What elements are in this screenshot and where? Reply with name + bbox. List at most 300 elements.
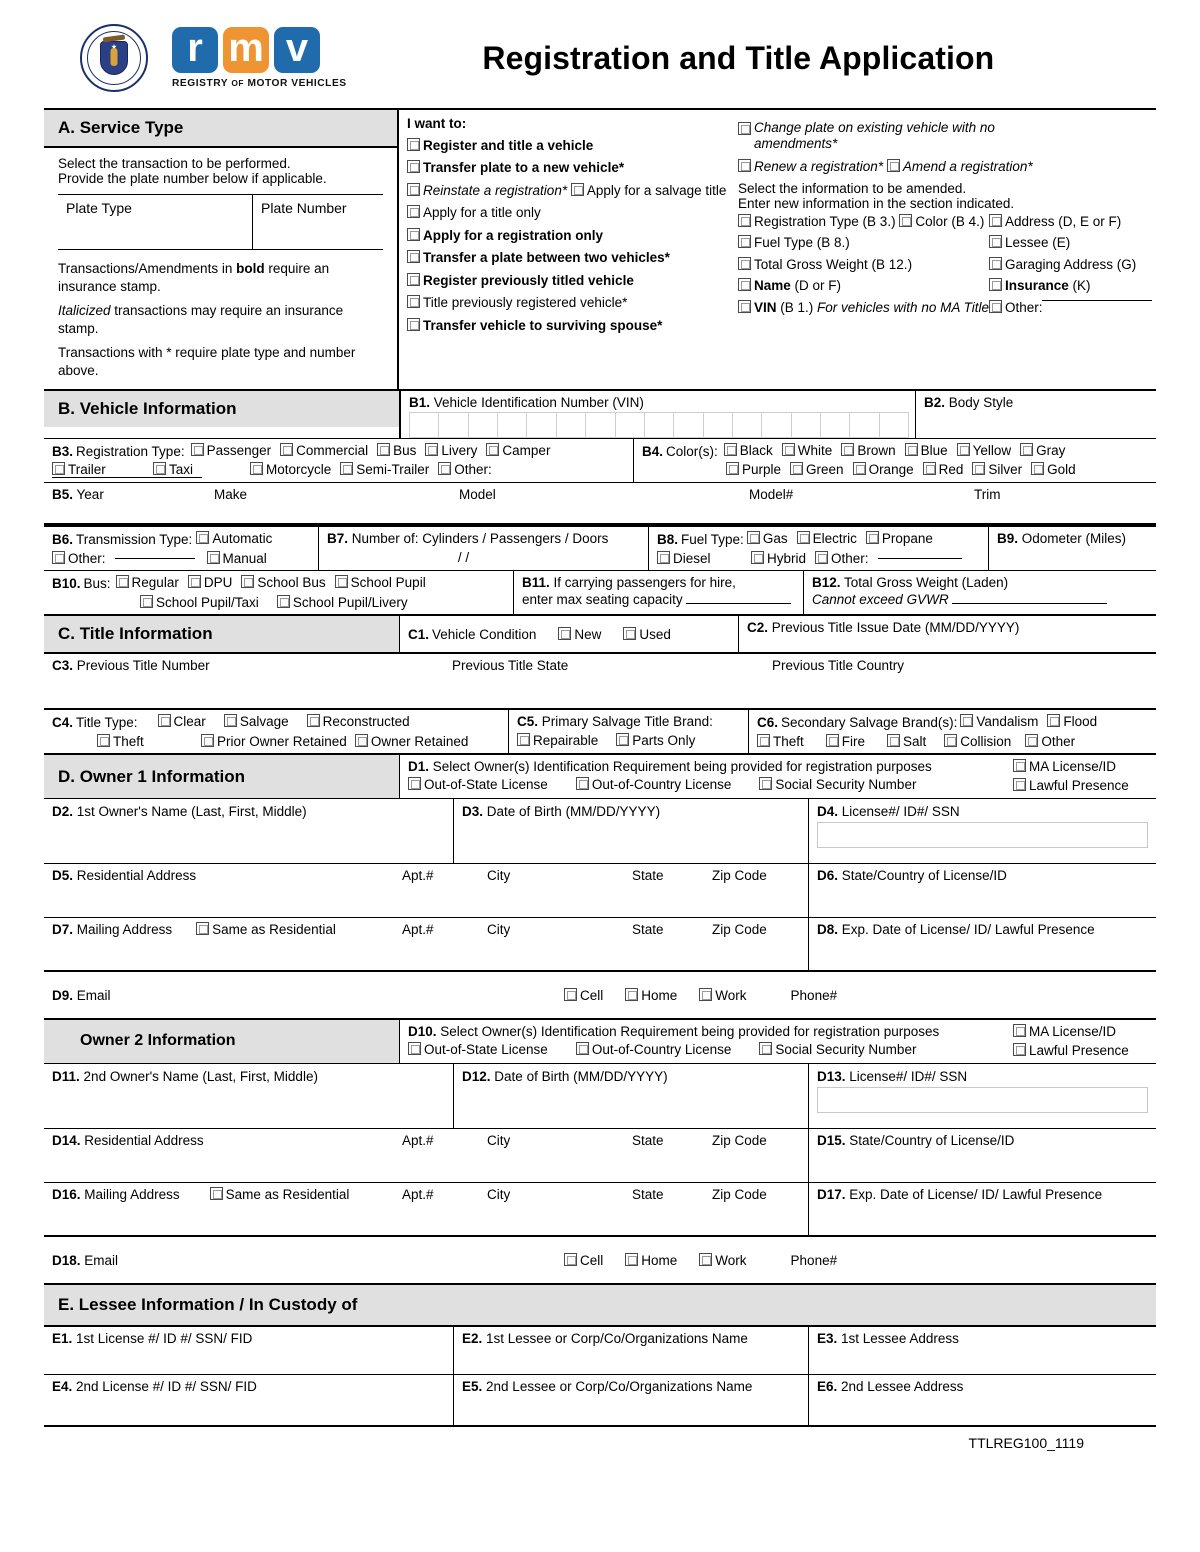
checkbox-secondary-flood[interactable]: [1047, 714, 1097, 730]
d14-zip[interactable]: Zip Code: [704, 1129, 809, 1182]
plate-table: [58, 194, 383, 250]
checkbox-label: Livery: [441, 443, 478, 459]
d1-label: D1.: [408, 759, 430, 775]
d14-apt[interactable]: Apt.#: [402, 1133, 434, 1149]
checkbox-icon[interactable]: [224, 714, 237, 727]
checkbox-bus-regular[interactable]: [116, 575, 179, 591]
checkbox-icon[interactable]: [841, 443, 854, 456]
d9-email[interactable]: [44, 984, 564, 1007]
checkbox-label: Transfer a plate between two vehicles*: [423, 250, 670, 266]
d14-state[interactable]: State: [632, 1133, 664, 1149]
checkbox-label: Out-of-State License: [424, 777, 548, 793]
checkbox-bus-school-pupil[interactable]: [335, 575, 426, 591]
checkbox-icon[interactable]: [1020, 443, 1033, 456]
checkbox-label: Amend a registration*: [902, 159, 1033, 175]
e1-text: 1st License #/ ID #/ SSN/ FID: [76, 1331, 253, 1347]
checkbox-bus-dpu[interactable]: [188, 575, 233, 591]
checkbox-icon[interactable]: [957, 443, 970, 456]
checkbox-d9-home[interactable]: [625, 988, 677, 1004]
checkbox-fuel-diesel[interactable]: [657, 551, 742, 567]
checkbox-color-silver[interactable]: [972, 462, 1022, 478]
checkbox-icon[interactable]: [853, 462, 866, 475]
checkbox-fuel-other[interactable]: [815, 551, 869, 567]
checkbox-icon[interactable]: [407, 295, 420, 308]
checkbox-icon[interactable]: [887, 159, 900, 172]
checkbox-icon[interactable]: [153, 462, 166, 475]
d7-zip[interactable]: Zip Code: [704, 918, 809, 970]
checkbox-icon[interactable]: [377, 443, 390, 456]
checkbox-icon[interactable]: [438, 462, 451, 475]
checkbox-register-and-title[interactable]: [407, 138, 593, 154]
checkbox-d9-cell[interactable]: [564, 988, 603, 1004]
checkbox-icon[interactable]: [1013, 1024, 1026, 1037]
checkbox-secondary-theft[interactable]: [757, 734, 804, 750]
e5-second-lessee-name[interactable]: [454, 1375, 809, 1425]
b5-vehicle-basics[interactable]: [44, 483, 1156, 525]
checkbox-icon[interactable]: [210, 1187, 223, 1200]
d15-state-country-license[interactable]: [809, 1129, 1156, 1182]
i-want-to-list: [407, 116, 732, 383]
checkbox-icon[interactable]: [355, 734, 368, 747]
checkbox-icon[interactable]: [564, 988, 577, 1001]
checkbox-icon[interactable]: [140, 595, 153, 608]
d5-zip[interactable]: Zip Code: [704, 864, 809, 917]
checkbox-reg-motorcycle[interactable]: [250, 462, 331, 478]
checkbox-icon[interactable]: [738, 300, 751, 313]
d12-date-of-birth[interactable]: [454, 1064, 809, 1128]
d13-license-id-ssn[interactable]: [809, 1064, 1156, 1128]
d6-state-country-license[interactable]: [809, 864, 1156, 917]
checkbox-d16-same-as-residential[interactable]: [210, 1187, 350, 1203]
checkbox-icon[interactable]: [196, 922, 209, 935]
checkbox-d7-same-as-residential[interactable]: [196, 922, 336, 938]
plate-type-field[interactable]: [58, 195, 253, 249]
checkbox-icon[interactable]: [726, 462, 739, 475]
checkbox-label: Other:: [831, 550, 869, 566]
checkbox-icon[interactable]: [407, 138, 420, 151]
checkbox-reg-passenger[interactable]: [191, 443, 272, 459]
checkbox-label: Home: [641, 987, 678, 1003]
checkbox-amend-address[interactable]: [989, 214, 1121, 230]
b11-blank[interactable]: [686, 603, 791, 604]
checkbox-icon[interactable]: [201, 734, 214, 747]
b8-text: Fuel Type:: [681, 531, 744, 547]
checkbox-label: Trailer: [68, 461, 106, 477]
checkbox-icon[interactable]: [738, 278, 751, 291]
checkbox-reg-livery[interactable]: [425, 443, 477, 459]
checkbox-fuel-electric[interactable]: [797, 531, 857, 547]
vin-field[interactable]: [399, 391, 916, 438]
d16-city[interactable]: City: [487, 1187, 511, 1203]
checkbox-icon[interactable]: [280, 443, 293, 456]
checkbox-icon[interactable]: [407, 273, 420, 286]
checkbox-condition-used[interactable]: [623, 627, 671, 643]
checkbox-icon[interactable]: [826, 734, 839, 747]
checkbox-amend-lessee[interactable]: [989, 235, 1070, 251]
d13-input[interactable]: [817, 1087, 1148, 1113]
checkbox-icon[interactable]: [1013, 759, 1026, 772]
checkbox-icon[interactable]: [972, 462, 985, 475]
checkbox-reg-other[interactable]: [438, 462, 492, 478]
checkbox-label: Other:: [1004, 299, 1043, 315]
checkbox-fuel-propane[interactable]: [866, 531, 933, 547]
c4-label: C4.: [52, 714, 74, 730]
checkbox-transmission-automatic[interactable]: [196, 531, 272, 547]
checkbox-change-plate-existing-vehicle[interactable]: [738, 120, 1044, 151]
checkbox-amend-fuel-type[interactable]: [738, 235, 850, 251]
checkbox-apply-title-only[interactable]: [407, 205, 541, 221]
checkbox-label: Silver: [988, 461, 1023, 477]
body-style-field[interactable]: [916, 391, 1156, 438]
checkbox-icon[interactable]: [759, 1042, 772, 1055]
checkbox-icon[interactable]: [407, 183, 420, 196]
checkbox-icon[interactable]: [989, 278, 1002, 291]
checkbox-title-clear[interactable]: [158, 714, 206, 730]
checkbox-d1-ma-license-id[interactable]: [1013, 759, 1116, 775]
checkbox-icon[interactable]: [407, 250, 420, 263]
checkbox-icon[interactable]: [797, 531, 810, 544]
b7-cylinders-passengers-doors[interactable]: [319, 527, 649, 570]
b10-bus-type: [44, 571, 514, 614]
checkbox-icon[interactable]: [564, 1253, 577, 1266]
checkbox-icon[interactable]: [815, 551, 828, 564]
checkbox-label: Camper: [502, 443, 551, 459]
checkbox-d10-out-of-state-license[interactable]: [408, 1042, 548, 1058]
e3-first-lessee-address[interactable]: [809, 1327, 1156, 1374]
b8-fuel-type: [649, 527, 989, 570]
checkbox-label: Electric: [812, 531, 857, 547]
checkbox-reg-camper[interactable]: [486, 443, 550, 459]
d14-city[interactable]: City: [487, 1133, 511, 1149]
checkbox-icon[interactable]: [571, 183, 584, 196]
checkbox-secondary-other[interactable]: [1025, 734, 1075, 750]
checkbox-icon[interactable]: [738, 159, 751, 172]
checkbox-icon[interactable]: [699, 1253, 712, 1266]
d7-mailing-address[interactable]: [44, 918, 394, 970]
checkbox-color-green[interactable]: [790, 462, 844, 478]
checkbox-icon[interactable]: [486, 443, 499, 456]
checkbox-icon[interactable]: [1031, 462, 1044, 475]
b3-text: Registration Type:: [76, 443, 185, 459]
b12-total-gross-weight[interactable]: [804, 571, 1156, 614]
checkbox-icon[interactable]: [425, 443, 438, 456]
checkbox-d10-ma-license-id[interactable]: [1013, 1024, 1116, 1040]
d17-exp-date-license[interactable]: [809, 1183, 1156, 1235]
d5-apt[interactable]: Apt.#: [402, 868, 434, 884]
d16-mailing-address[interactable]: [44, 1183, 394, 1235]
c2-previous-title-issue-date[interactable]: [739, 616, 1156, 652]
checkbox-icon[interactable]: [757, 734, 770, 747]
d5-city[interactable]: City: [487, 868, 511, 884]
section-a-heading: A. Service Type: [44, 110, 397, 148]
vin-character-boxes[interactable]: [409, 412, 909, 438]
checkbox-label: Lawful Presence: [1029, 1043, 1129, 1059]
checkbox-d10-social-security-number[interactable]: [759, 1042, 916, 1058]
checkbox-secondary-collision[interactable]: [944, 734, 1011, 750]
checkbox-title-prior-owner-retained[interactable]: [201, 734, 347, 750]
checkbox-d18-cell[interactable]: [564, 1253, 603, 1269]
checkbox-icon[interactable]: [1047, 714, 1060, 727]
checkbox-apply-salvage-title[interactable]: [571, 183, 727, 199]
checkbox-reinstate-registration[interactable]: [407, 183, 567, 199]
checkbox-icon[interactable]: [738, 235, 751, 248]
checkbox-icon[interactable]: [905, 443, 918, 456]
b3-other-blank[interactable]: [52, 477, 202, 478]
checkbox-icon[interactable]: [738, 214, 751, 227]
checkbox-amend-total-gross-weight[interactable]: [738, 257, 912, 273]
c3-previous-title-country: Previous Title Country: [772, 658, 905, 674]
checkbox-icon[interactable]: [277, 595, 290, 608]
checkbox-icon[interactable]: [759, 777, 772, 790]
d7-city[interactable]: City: [487, 922, 511, 938]
checkbox-icon[interactable]: [1013, 1043, 1026, 1056]
checkbox-icon[interactable]: [576, 777, 589, 790]
b11-max-seating-capacity[interactable]: [514, 571, 804, 614]
checkbox-amend-other[interactable]: [989, 300, 1153, 316]
b12-blank[interactable]: [952, 603, 1107, 604]
d7-state[interactable]: State: [632, 922, 664, 938]
checkbox-color-white[interactable]: [782, 443, 833, 459]
checkbox-label: Semi-Trailer: [356, 461, 430, 477]
d7-apt[interactable]: Apt.#: [402, 922, 434, 938]
checkbox-label: Work: [715, 987, 747, 1003]
checkbox-color-black[interactable]: [724, 443, 773, 459]
checkbox-label: Other:: [68, 550, 106, 566]
checkbox-icon[interactable]: [158, 714, 171, 727]
checkbox-icon[interactable]: [1013, 778, 1026, 791]
checkbox-icon[interactable]: [989, 300, 1002, 313]
checkbox-salvage-parts-only[interactable]: [616, 733, 695, 749]
checkbox-color-yellow[interactable]: [957, 443, 1012, 459]
checkbox-color-red[interactable]: [923, 462, 964, 478]
checkbox-reg-semi-trailer[interactable]: [340, 462, 429, 478]
checkbox-icon[interactable]: [191, 443, 204, 456]
checkbox-d18-home[interactable]: [625, 1253, 677, 1269]
note-asterisk-plate: Transactions with * require plate type and number above.: [58, 345, 356, 378]
checkbox-amend-registration[interactable]: [887, 159, 1033, 175]
checkbox-icon[interactable]: [517, 733, 530, 746]
checkbox-icon[interactable]: [724, 443, 737, 456]
checkbox-icon[interactable]: [657, 551, 670, 564]
checkbox-icon[interactable]: [616, 733, 629, 746]
e4-second-license[interactable]: [44, 1375, 454, 1425]
checkbox-reg-taxi[interactable]: [153, 462, 241, 478]
b8-other-blank[interactable]: [878, 558, 962, 559]
checkbox-title-reconstructed[interactable]: [307, 714, 410, 730]
d8-exp-date-license[interactable]: [809, 918, 1156, 970]
amend-vin-bold: VIN: [754, 299, 777, 315]
checkbox-transfer-surviving-spouse[interactable]: [407, 318, 662, 334]
e3-label: E3.: [817, 1331, 838, 1347]
checkbox-label: Register previously titled vehicle: [423, 272, 634, 288]
checkbox-icon[interactable]: [989, 235, 1002, 248]
d18-text: Email: [84, 1252, 119, 1268]
checkbox-bus-school-bus[interactable]: [241, 575, 325, 591]
d4-input[interactable]: [817, 822, 1148, 848]
checkbox-icon[interactable]: [625, 1253, 638, 1266]
checkbox-amend-insurance[interactable]: [989, 278, 1091, 294]
b4-colors: [634, 439, 1156, 482]
d4-license-id-ssn[interactable]: [809, 799, 1156, 863]
checkbox-secondary-vandalism[interactable]: [960, 714, 1038, 730]
c4-title-type: [44, 710, 509, 753]
checkbox-icon[interactable]: [407, 318, 420, 331]
d5-state[interactable]: State: [632, 868, 664, 884]
checkbox-icon[interactable]: [923, 462, 936, 475]
checkbox-condition-new[interactable]: [558, 627, 601, 643]
checkbox-label: Cell: [580, 1252, 604, 1268]
checkbox-d10-lawful-presence[interactable]: [1013, 1043, 1129, 1059]
checkbox-label: School Pupil/Livery: [292, 594, 408, 610]
checkbox-icon[interactable]: [699, 988, 712, 1001]
checkbox-icon[interactable]: [241, 575, 254, 588]
checkbox-d18-work[interactable]: [699, 1253, 746, 1269]
checkbox-apply-registration-only[interactable]: [407, 228, 603, 244]
checkbox-icon[interactable]: [1025, 734, 1038, 747]
checkbox-fuel-gas[interactable]: [747, 531, 788, 547]
checkbox-secondary-fire[interactable]: [826, 734, 865, 750]
checkbox-icon[interactable]: [623, 627, 636, 640]
checkbox-reg-commercial[interactable]: [280, 443, 368, 459]
d5-residential-address[interactable]: [44, 864, 394, 917]
d16-apt[interactable]: Apt.#: [402, 1187, 434, 1203]
e1-first-license[interactable]: [44, 1327, 454, 1374]
checkbox-icon[interactable]: [407, 205, 420, 218]
c3-previous-title-row[interactable]: [44, 654, 1156, 710]
checkbox-icon[interactable]: [340, 462, 353, 475]
c3-label: C3.: [52, 658, 74, 674]
e1-label: E1.: [52, 1331, 73, 1347]
checkbox-amend-name[interactable]: [738, 278, 841, 294]
d16-zip[interactable]: Zip Code: [704, 1183, 809, 1235]
checkbox-d1-social-security-number[interactable]: [759, 777, 916, 793]
b5-label: B5.: [52, 487, 74, 503]
checkbox-icon[interactable]: [625, 988, 638, 1001]
checkbox-color-gray[interactable]: [1020, 443, 1065, 459]
checkbox-color-brown[interactable]: [841, 443, 895, 459]
checkbox-icon[interactable]: [747, 531, 760, 544]
checkbox-transmission-manual[interactable]: [207, 551, 267, 567]
checkbox-d1-lawful-presence[interactable]: [1013, 778, 1129, 794]
d1-text: Select Owner(s) Identification Requirement being provided for registration purposes: [432, 759, 932, 775]
checkbox-icon[interactable]: [738, 122, 751, 135]
checkbox-label: Register and title a vehicle: [423, 137, 594, 153]
checkbox-label: Collision: [960, 733, 1012, 749]
d11-owner2-name[interactable]: [44, 1064, 454, 1128]
amend-other-blank[interactable]: [1042, 300, 1152, 301]
checkbox-label: Lawful Presence: [1029, 778, 1129, 794]
checkbox-reg-trailer[interactable]: [52, 462, 144, 478]
checkbox-color-blue[interactable]: [905, 443, 948, 459]
checkbox-icon[interactable]: [116, 575, 129, 588]
checkbox-icon[interactable]: [989, 257, 1002, 270]
checkbox-icon[interactable]: [307, 714, 320, 727]
d2-owner1-name[interactable]: [44, 799, 454, 863]
checkbox-icon[interactable]: [408, 777, 421, 790]
checkbox-icon[interactable]: [899, 214, 912, 227]
checkbox-renew-registration[interactable]: [738, 159, 883, 175]
checkbox-d1-out-of-state-license[interactable]: [408, 777, 548, 793]
checkbox-icon[interactable]: [558, 627, 571, 640]
checkbox-icon[interactable]: [944, 734, 957, 747]
e2-first-lessee-name[interactable]: [454, 1327, 809, 1374]
checkbox-title-salvage[interactable]: [224, 714, 289, 730]
checkbox-icon[interactable]: [751, 551, 764, 564]
owner2-heading: Owner 2 Information: [44, 1020, 399, 1063]
checkbox-amend-garaging-address[interactable]: [989, 257, 1136, 273]
checkbox-icon[interactable]: [52, 462, 65, 475]
checkbox-label: Garaging Address (G): [1004, 256, 1137, 272]
checkbox-label: Red: [938, 461, 964, 477]
checkbox-icon[interactable]: [188, 575, 201, 588]
checkbox-icon[interactable]: [576, 1042, 589, 1055]
checkbox-title-theft[interactable]: [97, 734, 192, 750]
checkbox-icon[interactable]: [408, 1042, 421, 1055]
d14-residential-address[interactable]: [44, 1129, 394, 1182]
checkbox-color-gold[interactable]: [1031, 462, 1076, 478]
checkbox-icon[interactable]: [866, 531, 879, 544]
d18-email[interactable]: [44, 1249, 564, 1272]
checkbox-transmission-other[interactable]: [52, 551, 106, 567]
checkbox-salvage-repairable[interactable]: [517, 733, 598, 749]
checkbox-icon[interactable]: [407, 228, 420, 241]
amend-insurance-rest: (K): [1068, 278, 1091, 294]
d16-label: D16.: [52, 1187, 81, 1203]
checkbox-fuel-hybrid[interactable]: [751, 551, 806, 567]
checkbox-amend-color[interactable]: [899, 214, 984, 230]
checkbox-icon[interactable]: [407, 160, 420, 173]
checkbox-icon[interactable]: [887, 734, 900, 747]
checkbox-icon[interactable]: [97, 734, 110, 747]
checkbox-icon[interactable]: [790, 462, 803, 475]
checkbox-icon[interactable]: [207, 551, 220, 564]
b6-other-blank[interactable]: [115, 558, 195, 559]
checkbox-icon[interactable]: [782, 443, 795, 456]
checkbox-title-previously-registered[interactable]: [407, 295, 627, 311]
checkbox-label: Vandalism: [976, 714, 1039, 730]
checkbox-icon[interactable]: [250, 462, 263, 475]
checkbox-color-purple[interactable]: [726, 462, 781, 478]
d3-date-of-birth[interactable]: [454, 799, 809, 863]
checkbox-amend-vin[interactable]: [738, 300, 989, 316]
checkbox-icon[interactable]: [52, 551, 65, 564]
checkbox-icon[interactable]: [738, 257, 751, 270]
e6-second-lessee-address[interactable]: [809, 1375, 1156, 1425]
checkbox-color-orange[interactable]: [853, 462, 914, 478]
checkbox-title-owner-retained[interactable]: [355, 734, 469, 750]
checkbox-d9-work[interactable]: [699, 988, 746, 1004]
checkbox-transfer-plate-new-vehicle[interactable]: [407, 160, 624, 176]
checkbox-transfer-plate-between-vehicles[interactable]: [407, 250, 670, 266]
checkbox-d1-out-of-country-license[interactable]: [576, 777, 732, 793]
checkbox-secondary-salt[interactable]: [887, 734, 926, 750]
checkbox-icon[interactable]: [989, 214, 1002, 227]
checkbox-icon[interactable]: [960, 714, 973, 727]
checkbox-register-previously-titled[interactable]: [407, 273, 634, 289]
c6-text: Secondary Salvage Brand(s):: [781, 714, 958, 730]
checkbox-bus-school-pupil-taxi[interactable]: [140, 595, 259, 611]
b9-odometer[interactable]: [989, 527, 1156, 570]
checkbox-bus-school-pupil-livery[interactable]: [277, 595, 408, 611]
checkbox-amend-registration-type[interactable]: [738, 214, 896, 230]
checkbox-d10-out-of-country-license[interactable]: [576, 1042, 732, 1058]
d16-state[interactable]: State: [632, 1187, 664, 1203]
checkbox-icon[interactable]: [196, 531, 209, 544]
checkbox-icon[interactable]: [335, 575, 348, 588]
d6-label: D6.: [817, 868, 839, 884]
checkbox-reg-bus[interactable]: [377, 443, 416, 459]
plate-number-field[interactable]: [253, 195, 355, 249]
